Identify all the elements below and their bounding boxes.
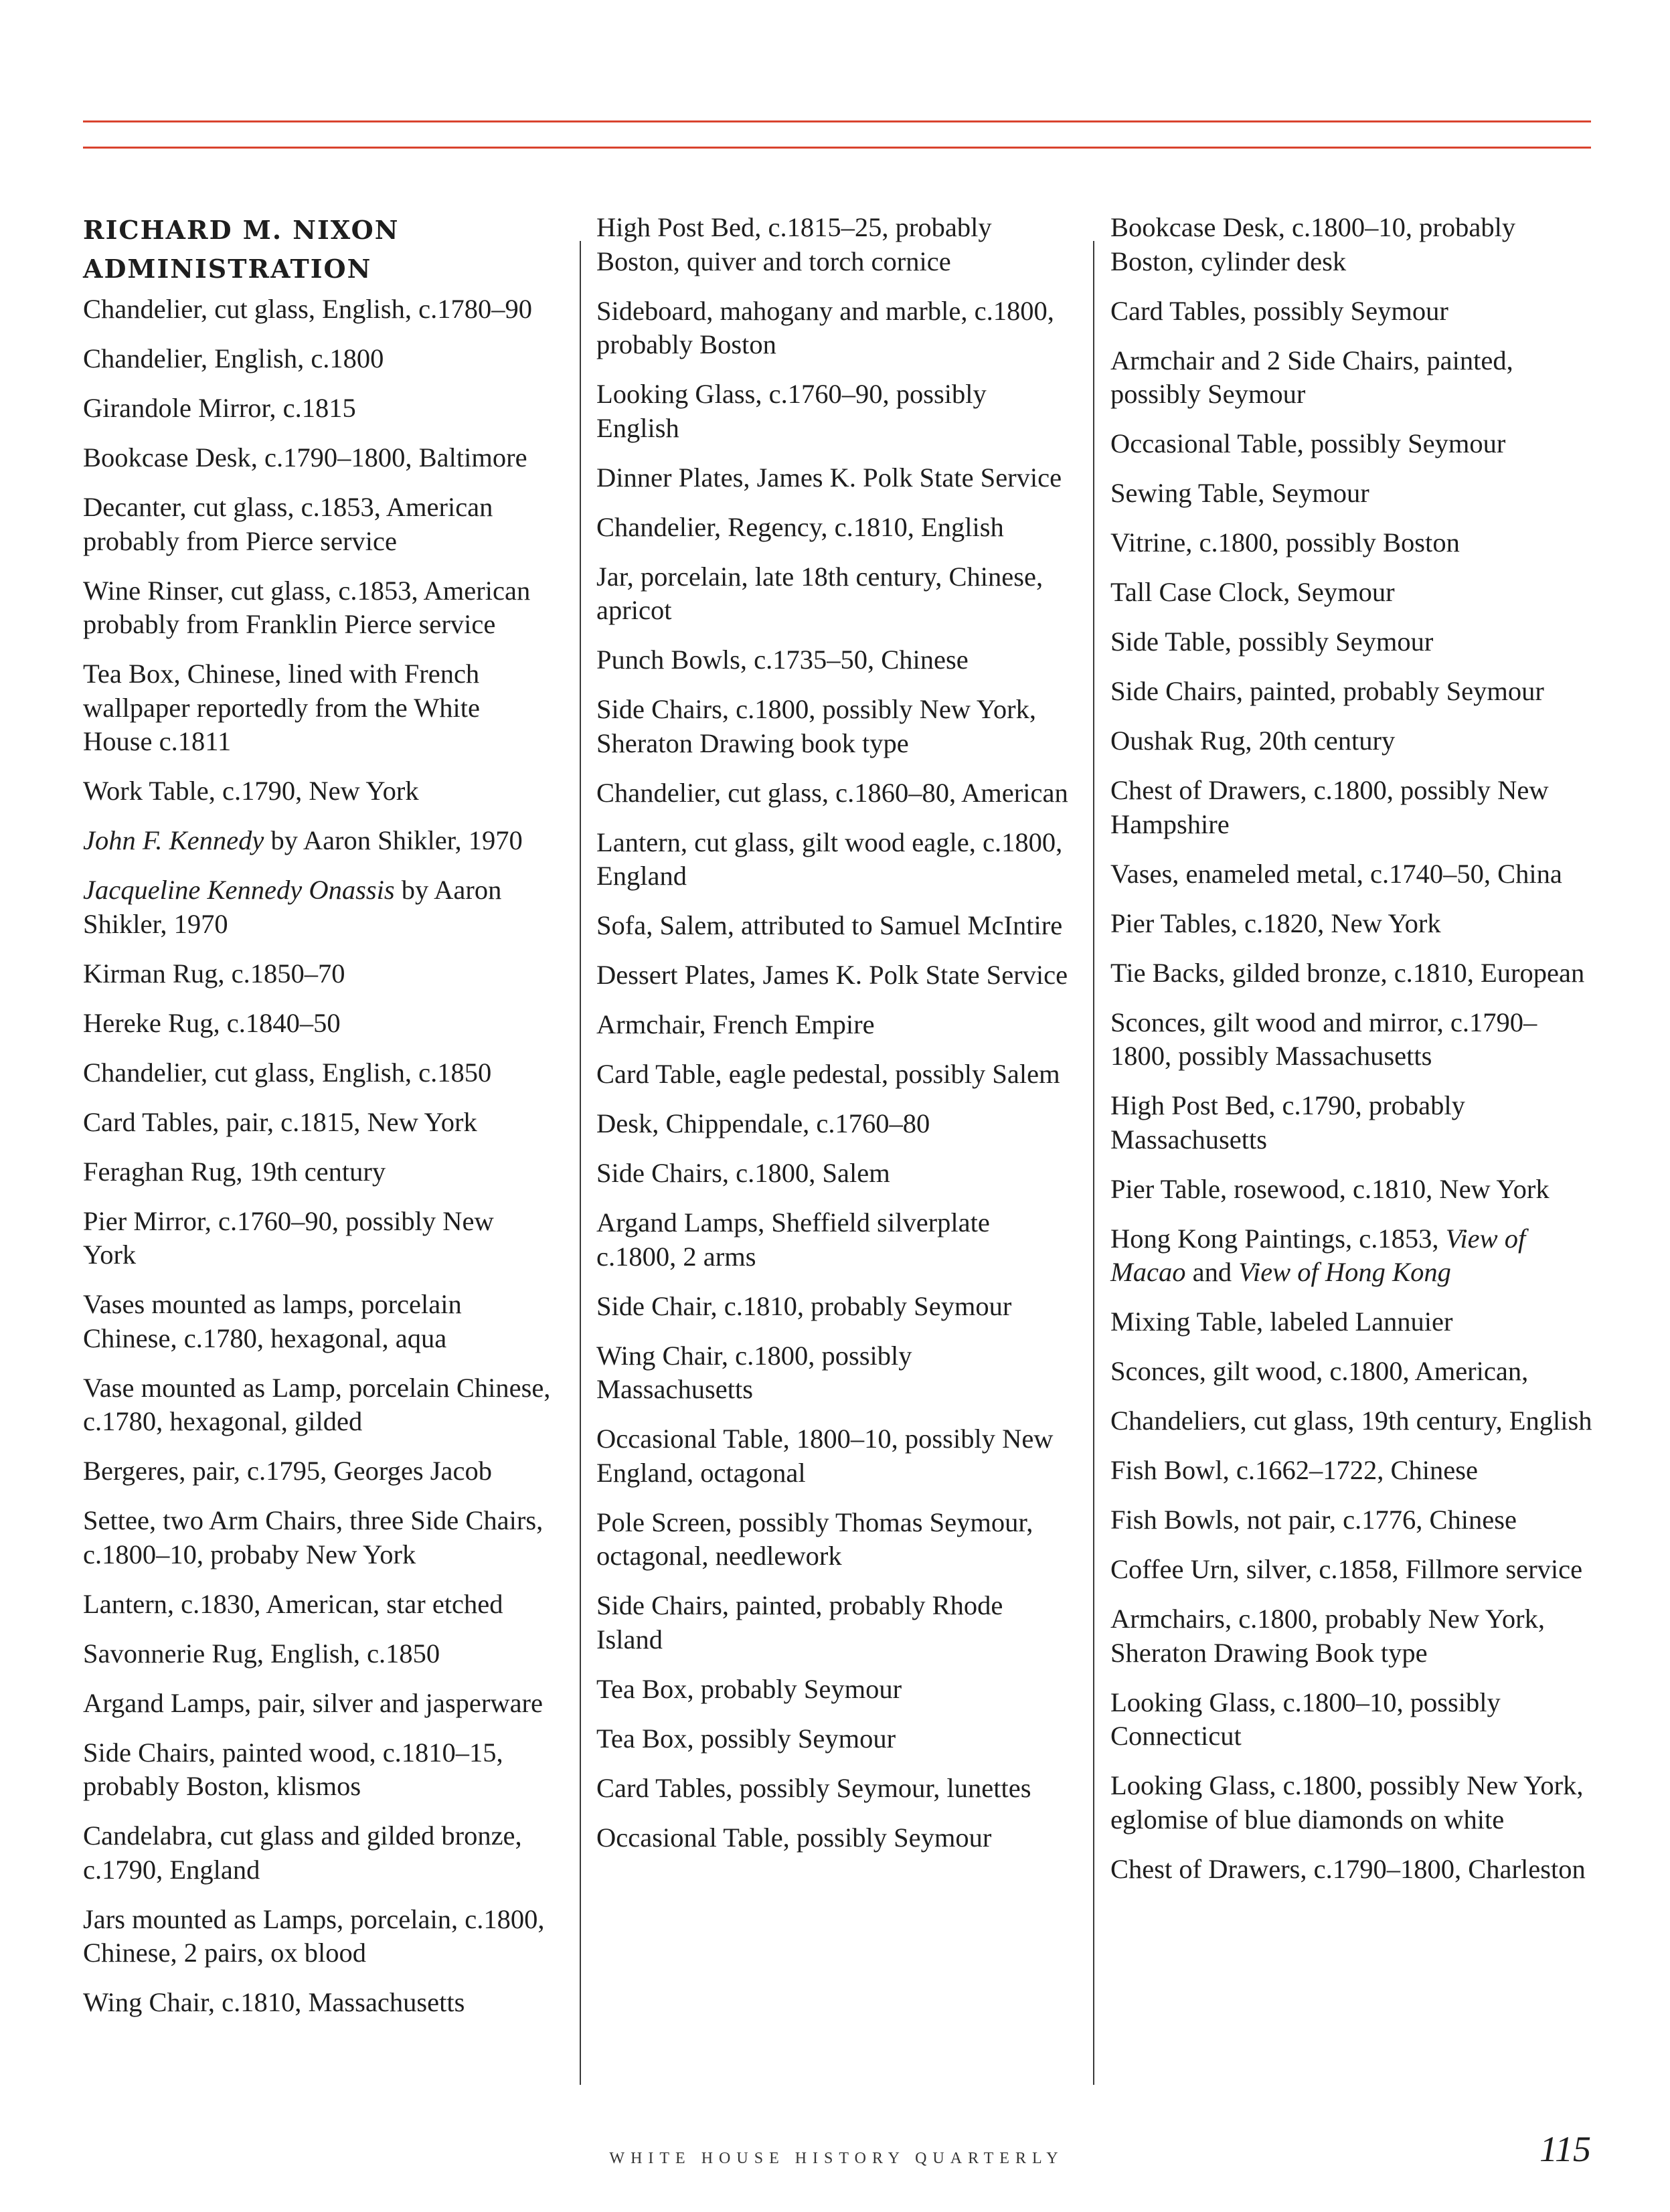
list-item: Vase mounted as Lamp, porcelain Chinese, c.1780, hexagonal, gilded bbox=[83, 1372, 551, 1436]
list-item: Side Chair, c.1810, probably Seymour bbox=[596, 1290, 1012, 1321]
list-item: Bergeres, pair, c.1795, Georges Jacob bbox=[83, 1456, 492, 1486]
list-item: Desk, Chippendale, c.1760–80 bbox=[596, 1108, 930, 1138]
painting-title: View of Macao bbox=[1110, 1223, 1526, 1287]
list-item: Tea Box, Chinese, lined with French wallpaper reportedly from the White House c.1811 bbox=[83, 659, 481, 756]
list-item: Card Tables, pair, c.1815, New York bbox=[83, 1106, 477, 1137]
inventory-list-portraits bbox=[83, 824, 552, 941]
list-item: Side Chairs, painted, probably Seymour bbox=[1110, 676, 1544, 706]
list-item: Sewing Table, Seymour bbox=[1110, 478, 1369, 508]
list-item: Coffee Urn, silver, c.1858, Fillmore service bbox=[1110, 1554, 1583, 1584]
list-item: Chandelier, Regency, c.1810, English bbox=[596, 511, 1004, 542]
list-item: Vases mounted as lamps, porcelain Chinese, c.1780, hexagonal, aqua bbox=[83, 1289, 462, 1353]
inventory-list-1a bbox=[83, 292, 552, 809]
paintings-prefix: Hong Kong Paintings, c.1853, bbox=[1110, 1223, 1446, 1254]
list-item: Occasional Table, possibly Seymour bbox=[596, 1822, 992, 1853]
list-item: High Post Bed, c.1815–25, probably Boston, quiver and torch cornice bbox=[596, 212, 992, 276]
list-item: Wing Chair, c.1810, Massachusetts bbox=[83, 1987, 465, 2017]
list-item: Dessert Plates, James K. Polk State Service bbox=[596, 960, 1068, 990]
list-item: Occasional Table, possibly Seymour bbox=[1110, 428, 1506, 458]
list-item: Decanter, cut glass, c.1853, American probably from Pierce service bbox=[83, 492, 493, 556]
list-item: High Post Bed, c.1790, probably Massachusetts bbox=[1110, 1090, 1465, 1155]
list-item: Side Chairs, c.1800, Salem bbox=[596, 1158, 890, 1188]
inventory-list-2 bbox=[596, 211, 1072, 1855]
list-item: Looking Glass, c.1760–90, possibly English bbox=[596, 379, 987, 443]
list-item: Wine Rinser, cut glass, c.1853, American probably from Franklin Pierce service bbox=[83, 575, 531, 639]
list-item: Armchairs, c.1800, probably New York, Sheraton Drawing Book type bbox=[1110, 1604, 1546, 1668]
list-item: Bookcase Desk, c.1800–10, probably Boston, cylinder desk bbox=[1110, 212, 1516, 276]
list-item: Chest of Drawers, c.1800, possibly New Hampshire bbox=[1110, 775, 1549, 839]
list-item bbox=[83, 824, 552, 858]
list-item: Lantern, cut glass, gilt wood eagle, c.1800, England bbox=[596, 827, 1063, 891]
list-item: Tea Box, probably Seymour bbox=[596, 1673, 902, 1704]
list-item: Chandelier, cut glass, English, c.1780–90 bbox=[83, 294, 533, 324]
list-item: Armchair and 2 Side Chairs, painted, possibly Seymour bbox=[1110, 345, 1513, 409]
list-item: Argand Lamps, pair, silver and jasperware bbox=[83, 1687, 544, 1718]
column-2 bbox=[596, 211, 1072, 1871]
list-item: Oushak Rug, 20th century bbox=[1110, 726, 1396, 756]
list-item: Chandelier, English, c.1800 bbox=[83, 343, 384, 373]
inventory-list-3a bbox=[1110, 211, 1592, 1206]
list-item: Card Tables, possibly Seymour bbox=[1110, 295, 1448, 326]
list-item: Mixing Table, labeled Lannuier bbox=[1110, 1306, 1453, 1337]
list-item: Jars mounted as Lamps, porcelain, c.1800, Chinese, 2 pairs, ox blood bbox=[83, 1903, 545, 1968]
list-item bbox=[83, 873, 552, 941]
section-heading: RICHARD M. NIXON ADMINISTRATION bbox=[83, 215, 400, 284]
portrait-title: Jacqueline Kennedy Onassis bbox=[83, 875, 395, 905]
list-item: Pier Tables, c.1820, New York bbox=[1110, 908, 1441, 938]
list-item: Work Table, c.1790, New York bbox=[83, 776, 419, 806]
list-item: Vitrine, c.1800, possibly Boston bbox=[1110, 527, 1460, 558]
list-item: Sideboard, mahogany and marble, c.1800, probably Boston bbox=[596, 295, 1054, 359]
list-item: Savonnerie Rug, English, c.1850 bbox=[83, 1638, 440, 1669]
list-item: Dinner Plates, James K. Polk State Service bbox=[596, 462, 1062, 493]
list-item: Argand Lamps, Sheffield silverplate c.1800, 2 arms bbox=[596, 1207, 990, 1272]
list-item: Card Tables, possibly Seymour, lunettes bbox=[596, 1772, 1031, 1803]
list-item: Armchair, French Empire bbox=[596, 1009, 875, 1039]
list-item: Fish Bowl, c.1662–1722, Chinese bbox=[1110, 1455, 1479, 1485]
page-number: 115 bbox=[1539, 2129, 1591, 2169]
list-item: Pier Mirror, c.1760–90, possibly New York bbox=[83, 1205, 494, 1270]
inventory-list-3b bbox=[1110, 1305, 1592, 1886]
portrait-credit: by Aaron Shikler, 1970 bbox=[83, 875, 502, 939]
list-item: Jar, porcelain, late 18th century, Chinese, apricot bbox=[596, 561, 1043, 625]
paintings-joiner: and bbox=[1185, 1257, 1239, 1287]
list-item: Looking Glass, c.1800, possibly New York, eglomise of blue diamonds on white bbox=[1110, 1770, 1584, 1835]
list-item: Sconces, gilt wood, c.1800, American, bbox=[1110, 1356, 1529, 1386]
list-item: Feraghan Rug, 19th century bbox=[83, 1156, 386, 1187]
list-item: Sconces, gilt wood and mirror, c.1790–1800, possibly Massachusetts bbox=[1110, 1007, 1537, 1071]
inventory-list-hong-kong bbox=[1110, 1222, 1592, 1290]
list-item: Chest of Drawers, c.1790–1800, Charleston bbox=[1110, 1853, 1586, 1884]
list-item: Side Chairs, painted, probably Rhode Island bbox=[596, 1590, 1003, 1654]
portrait-credit: by Aaron Shikler, 1970 bbox=[264, 825, 523, 855]
inventory-list-1b bbox=[83, 957, 552, 2020]
list-item: Settee, two Arm Chairs, three Side Chairs, c.1800–10, probaby New York bbox=[83, 1505, 544, 1569]
list-item: Tea Box, possibly Seymour bbox=[596, 1723, 896, 1754]
list-item: Kirman Rug, c.1850–70 bbox=[83, 958, 345, 989]
list-item: Sofa, Salem, attributed to Samuel McIntire bbox=[596, 910, 1063, 940]
list-item: Side Chairs, c.1800, possibly New York, Sheraton Drawing book type bbox=[596, 694, 1037, 758]
list-item: Card Table, eagle pedestal, possibly Salem bbox=[596, 1059, 1060, 1089]
list-item: Chandeliers, cut glass, 19th century, English bbox=[1110, 1406, 1592, 1436]
list-item: Looking Glass, c.1800–10, possibly Connecticut bbox=[1110, 1687, 1501, 1751]
second-rule bbox=[83, 147, 1591, 149]
list-item: Side Chairs, painted wood, c.1810–15, probably Boston, klismos bbox=[83, 1737, 503, 1801]
list-item: Girandole Mirror, c.1815 bbox=[83, 393, 356, 423]
list-item: Occasional Table, 1800–10, possibly New England, octagonal bbox=[596, 1424, 1054, 1488]
list-item: Hereke Rug, c.1840–50 bbox=[83, 1007, 341, 1038]
list-item: Candelabra, cut glass and gilded bronze, c.1790, England bbox=[83, 1820, 522, 1885]
list-item: Pier Table, rosewood, c.1810, New York bbox=[1110, 1173, 1550, 1204]
list-item bbox=[1110, 1222, 1592, 1290]
list-item: Bookcase Desk, c.1790–1800, Baltimore bbox=[83, 442, 527, 473]
list-item: Pole Screen, possibly Thomas Seymour, octagonal, needlework bbox=[596, 1507, 1033, 1571]
list-item: Lantern, c.1830, American, star etched bbox=[83, 1588, 503, 1619]
column-divider bbox=[580, 241, 581, 2085]
list-item: Chandelier, cut glass, c.1860–80, American bbox=[596, 777, 1068, 808]
list-item: Vases, enameled metal, c.1740–50, China bbox=[1110, 858, 1562, 889]
list-item: Side Table, possibly Seymour bbox=[1110, 626, 1434, 657]
list-item: Wing Chair, c.1800, possibly Massachusetts bbox=[596, 1340, 912, 1404]
portrait-title: John F. Kennedy bbox=[83, 825, 264, 855]
publication-title: WHITE HOUSE HISTORY QUARTERLY bbox=[609, 2150, 1064, 2167]
list-item: Punch Bowls, c.1735–50, Chinese bbox=[596, 645, 969, 675]
list-item: Tie Backs, gilded bronze, c.1810, European bbox=[1110, 957, 1585, 988]
list-item: Fish Bowls, not pair, c.1776, Chinese bbox=[1110, 1505, 1517, 1535]
column-divider bbox=[1093, 241, 1094, 2085]
column-1 bbox=[83, 211, 552, 2035]
top-rule bbox=[83, 120, 1591, 122]
list-item: Tall Case Clock, Seymour bbox=[1110, 577, 1395, 607]
column-3 bbox=[1110, 211, 1592, 1902]
list-item: Chandelier, cut glass, English, c.1850 bbox=[83, 1057, 492, 1088]
painting-title: View of Hong Kong bbox=[1238, 1257, 1451, 1287]
